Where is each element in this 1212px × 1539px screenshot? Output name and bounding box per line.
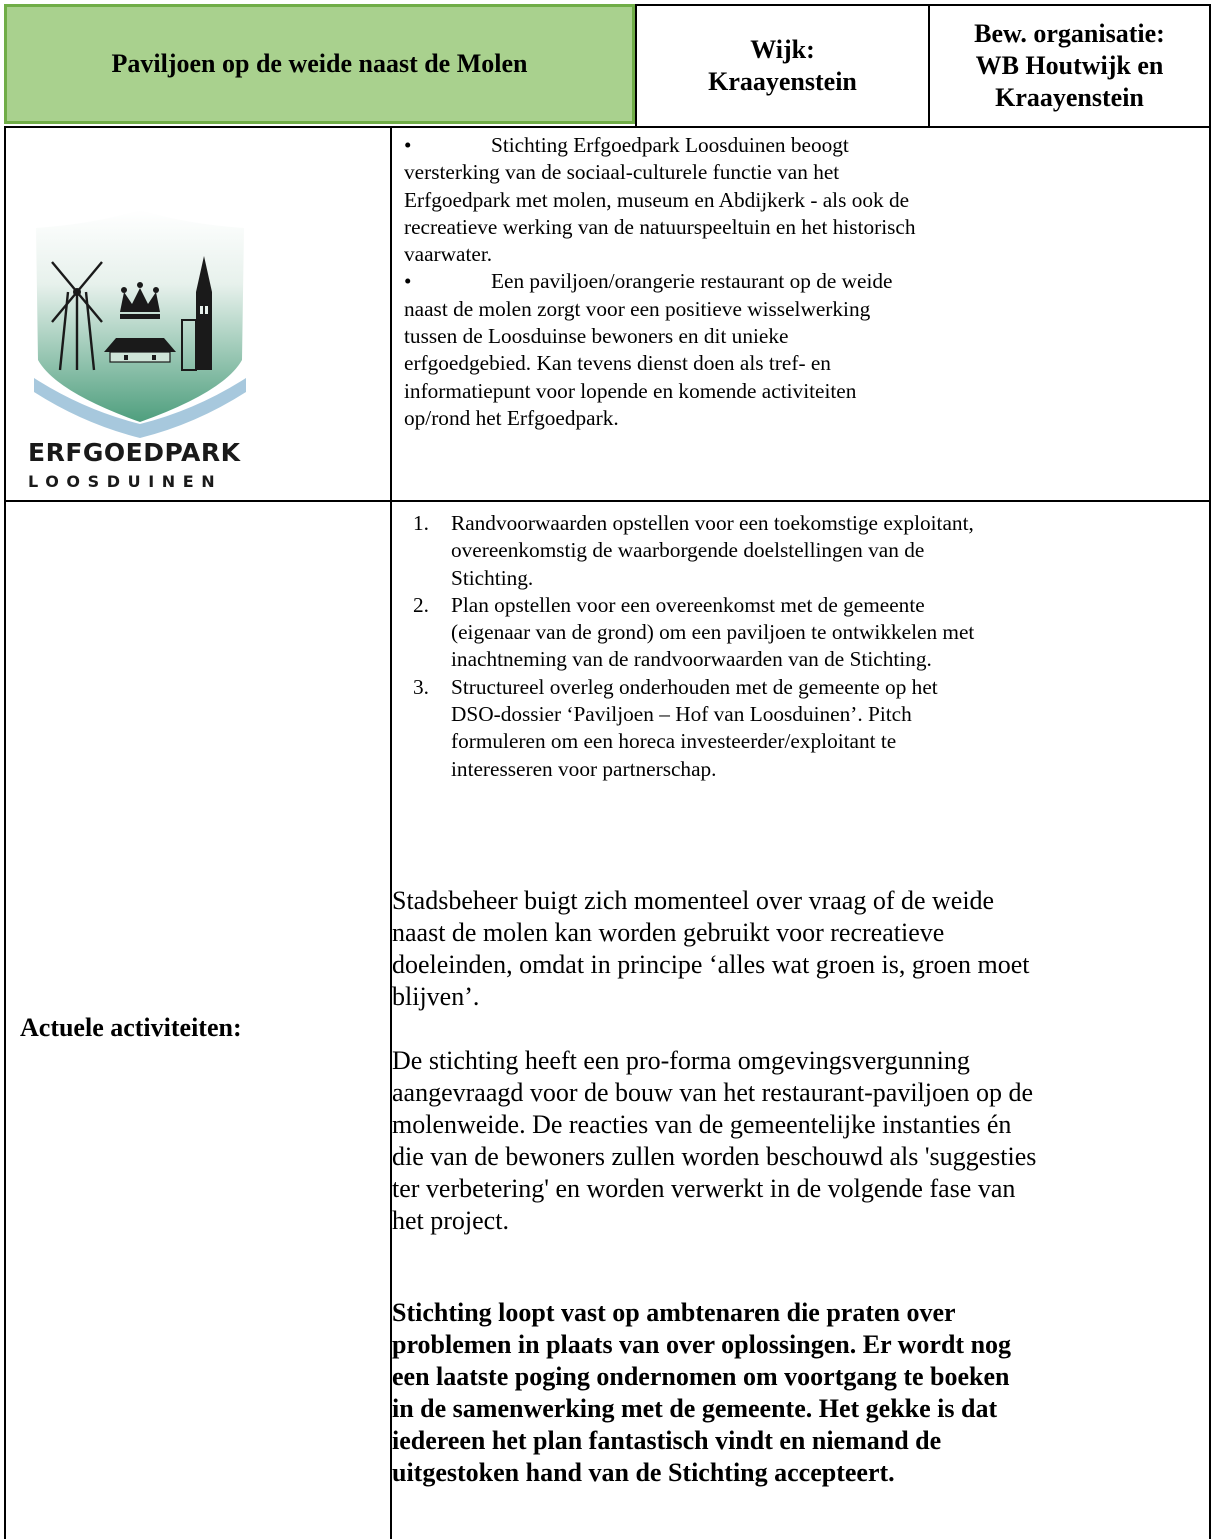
step-line: DSO-dossier ‘Paviljoen – Hof van Loosduinen’. Pitch xyxy=(451,702,912,727)
activities-label: Actuele activiteiten: xyxy=(20,1013,242,1042)
step-line: inachtneming van de randvoorwaarden van de Stichting. xyxy=(451,647,932,672)
intro-line: op/rond het Erfgoedpark. xyxy=(404,405,619,430)
paragraph-line: het project. xyxy=(392,1206,509,1235)
wijk-label: Wijk: xyxy=(750,34,815,64)
paragraph-line: uitgestoken hand van de Stichting accepteert. xyxy=(392,1458,895,1487)
paragraph-line: een laatste poging ondernomen om voortgang te boeken xyxy=(392,1362,1010,1391)
intro-bullet-2 xyxy=(404,268,1204,295)
header-right-border xyxy=(1209,4,1211,127)
paragraph-stadsbeheer xyxy=(392,885,1208,1013)
intro-line: tussen de Loosduinse bewoners en dit unieke xyxy=(404,324,789,349)
intro-line: vaarwater. xyxy=(404,242,493,267)
paragraph-line: molenweide. De reacties van de gemeentelijke instanties én xyxy=(392,1110,1012,1139)
paragraph-line: De stichting heeft een pro-forma omgevingsvergunning xyxy=(392,1046,970,1075)
bullet-mark: • xyxy=(404,133,412,157)
wijk-value: Kraayenstein xyxy=(708,66,857,96)
header-divider-2 xyxy=(928,4,930,127)
row-divider-logo xyxy=(4,500,1211,502)
table-right-border xyxy=(1209,126,1211,1539)
step-line: Stichting. xyxy=(451,565,534,590)
logo-subtitle: LOOSDUINEN xyxy=(28,472,223,491)
intro-text xyxy=(404,132,1204,432)
intro-line: Stichting Erfgoedpark Loosduinen beoogt xyxy=(491,133,849,157)
logo-shield-icon xyxy=(24,210,256,440)
header-top-border xyxy=(635,4,1211,6)
activity-steps xyxy=(413,510,1203,783)
project-title: Paviljoen op de weide naast de Molen xyxy=(111,49,528,78)
table-left-border xyxy=(4,126,6,1539)
paragraph-line: Stadsbeheer buigt zich momenteel over vraag of de weide xyxy=(392,886,995,915)
paragraph-line: die van de bewoners zullen worden beschouwd als 'suggesties xyxy=(392,1142,1037,1171)
header-divider-1 xyxy=(635,4,637,127)
step-line: Randvoorwaarden opstellen voor een toekomstige exploitant, xyxy=(451,511,974,535)
project-title-cell xyxy=(4,4,635,124)
paragraph-conclusion xyxy=(392,1297,1208,1489)
org-line-1: WB Houtwijk en xyxy=(975,50,1164,80)
step-number: 2. xyxy=(413,592,429,617)
step-number: 1. xyxy=(413,511,429,535)
step-line: formuleren om een horeca investeerder/exploitant te xyxy=(451,729,897,754)
step-line: Plan opstellen voor een overeenkomst met de gemeente xyxy=(451,592,925,617)
org-line-2: Kraayenstein xyxy=(995,82,1144,112)
intro-line: naast de molen zorgt voor een positieve wisselwerking xyxy=(404,296,871,321)
list-item xyxy=(413,510,1203,592)
step-line: interesseren voor partnerschap. xyxy=(451,756,717,781)
organisation-cell xyxy=(929,6,1210,125)
list-item xyxy=(413,592,1203,674)
intro-line: informatiepunt voor lopende en komende activiteiten xyxy=(404,378,857,403)
step-line: Structureel overleg onderhouden met de gemeente op het xyxy=(451,674,938,699)
paragraph-line: problemen in plaats van over oplossingen. Er wordt nog xyxy=(392,1330,1012,1359)
bullet-mark: • xyxy=(404,269,412,294)
paragraph-line: aangevraagd voor de bouw van het restaurant-paviljoen op de xyxy=(392,1078,1034,1107)
paragraph-line: ter verbetering' en worden verwerkt in de volgende fase van xyxy=(392,1174,1016,1203)
erfgoedpark-logo xyxy=(24,210,256,500)
intro-line: Erfgoedpark met molen, museum en Abdijkerk - als ook de xyxy=(404,187,910,212)
intro-bullet-1 xyxy=(404,132,1204,159)
paragraph-line: naast de molen kan worden gebruikt voor recreatieve xyxy=(392,918,945,947)
intro-line: recreatieve werking van de natuurspeeltuin en het historisch xyxy=(404,214,916,239)
paragraph-omgevingsvergunning xyxy=(392,1045,1208,1237)
intro-line: versterking van de sociaal-culturele functie van het xyxy=(404,160,840,185)
org-label: Bew. organisatie: xyxy=(974,18,1165,48)
intro-line: Een paviljoen/orangerie restaurant op de weide xyxy=(491,269,893,294)
row-divider-header xyxy=(4,126,1211,128)
paragraph-line: doeleinden, omdat in principe ‘alles wat groen is, groen moet xyxy=(392,950,1030,979)
wijk-cell xyxy=(636,6,929,125)
step-line: (eigenaar van de grond) om een paviljoen te ontwikkelen met xyxy=(451,620,975,645)
paragraph-line: Stichting loopt vast op ambtenaren die praten over xyxy=(392,1298,956,1327)
logo-name: ERFGOEDPARK xyxy=(28,438,241,467)
list-item xyxy=(413,674,1203,783)
paragraph-line: blijven’. xyxy=(392,982,480,1011)
paragraph-line: in de samenwerking met de gemeente. Het gekke is dat xyxy=(392,1394,998,1423)
paragraph-line: iedereen het plan fantastisch vindt en niemand de xyxy=(392,1426,942,1455)
intro-line: erfgoedgebied. Kan tevens dienst doen als tref- en xyxy=(404,351,831,376)
step-line: overeenkomstig de waarborgende doelstellingen van de xyxy=(451,538,925,563)
step-number: 3. xyxy=(413,674,429,699)
